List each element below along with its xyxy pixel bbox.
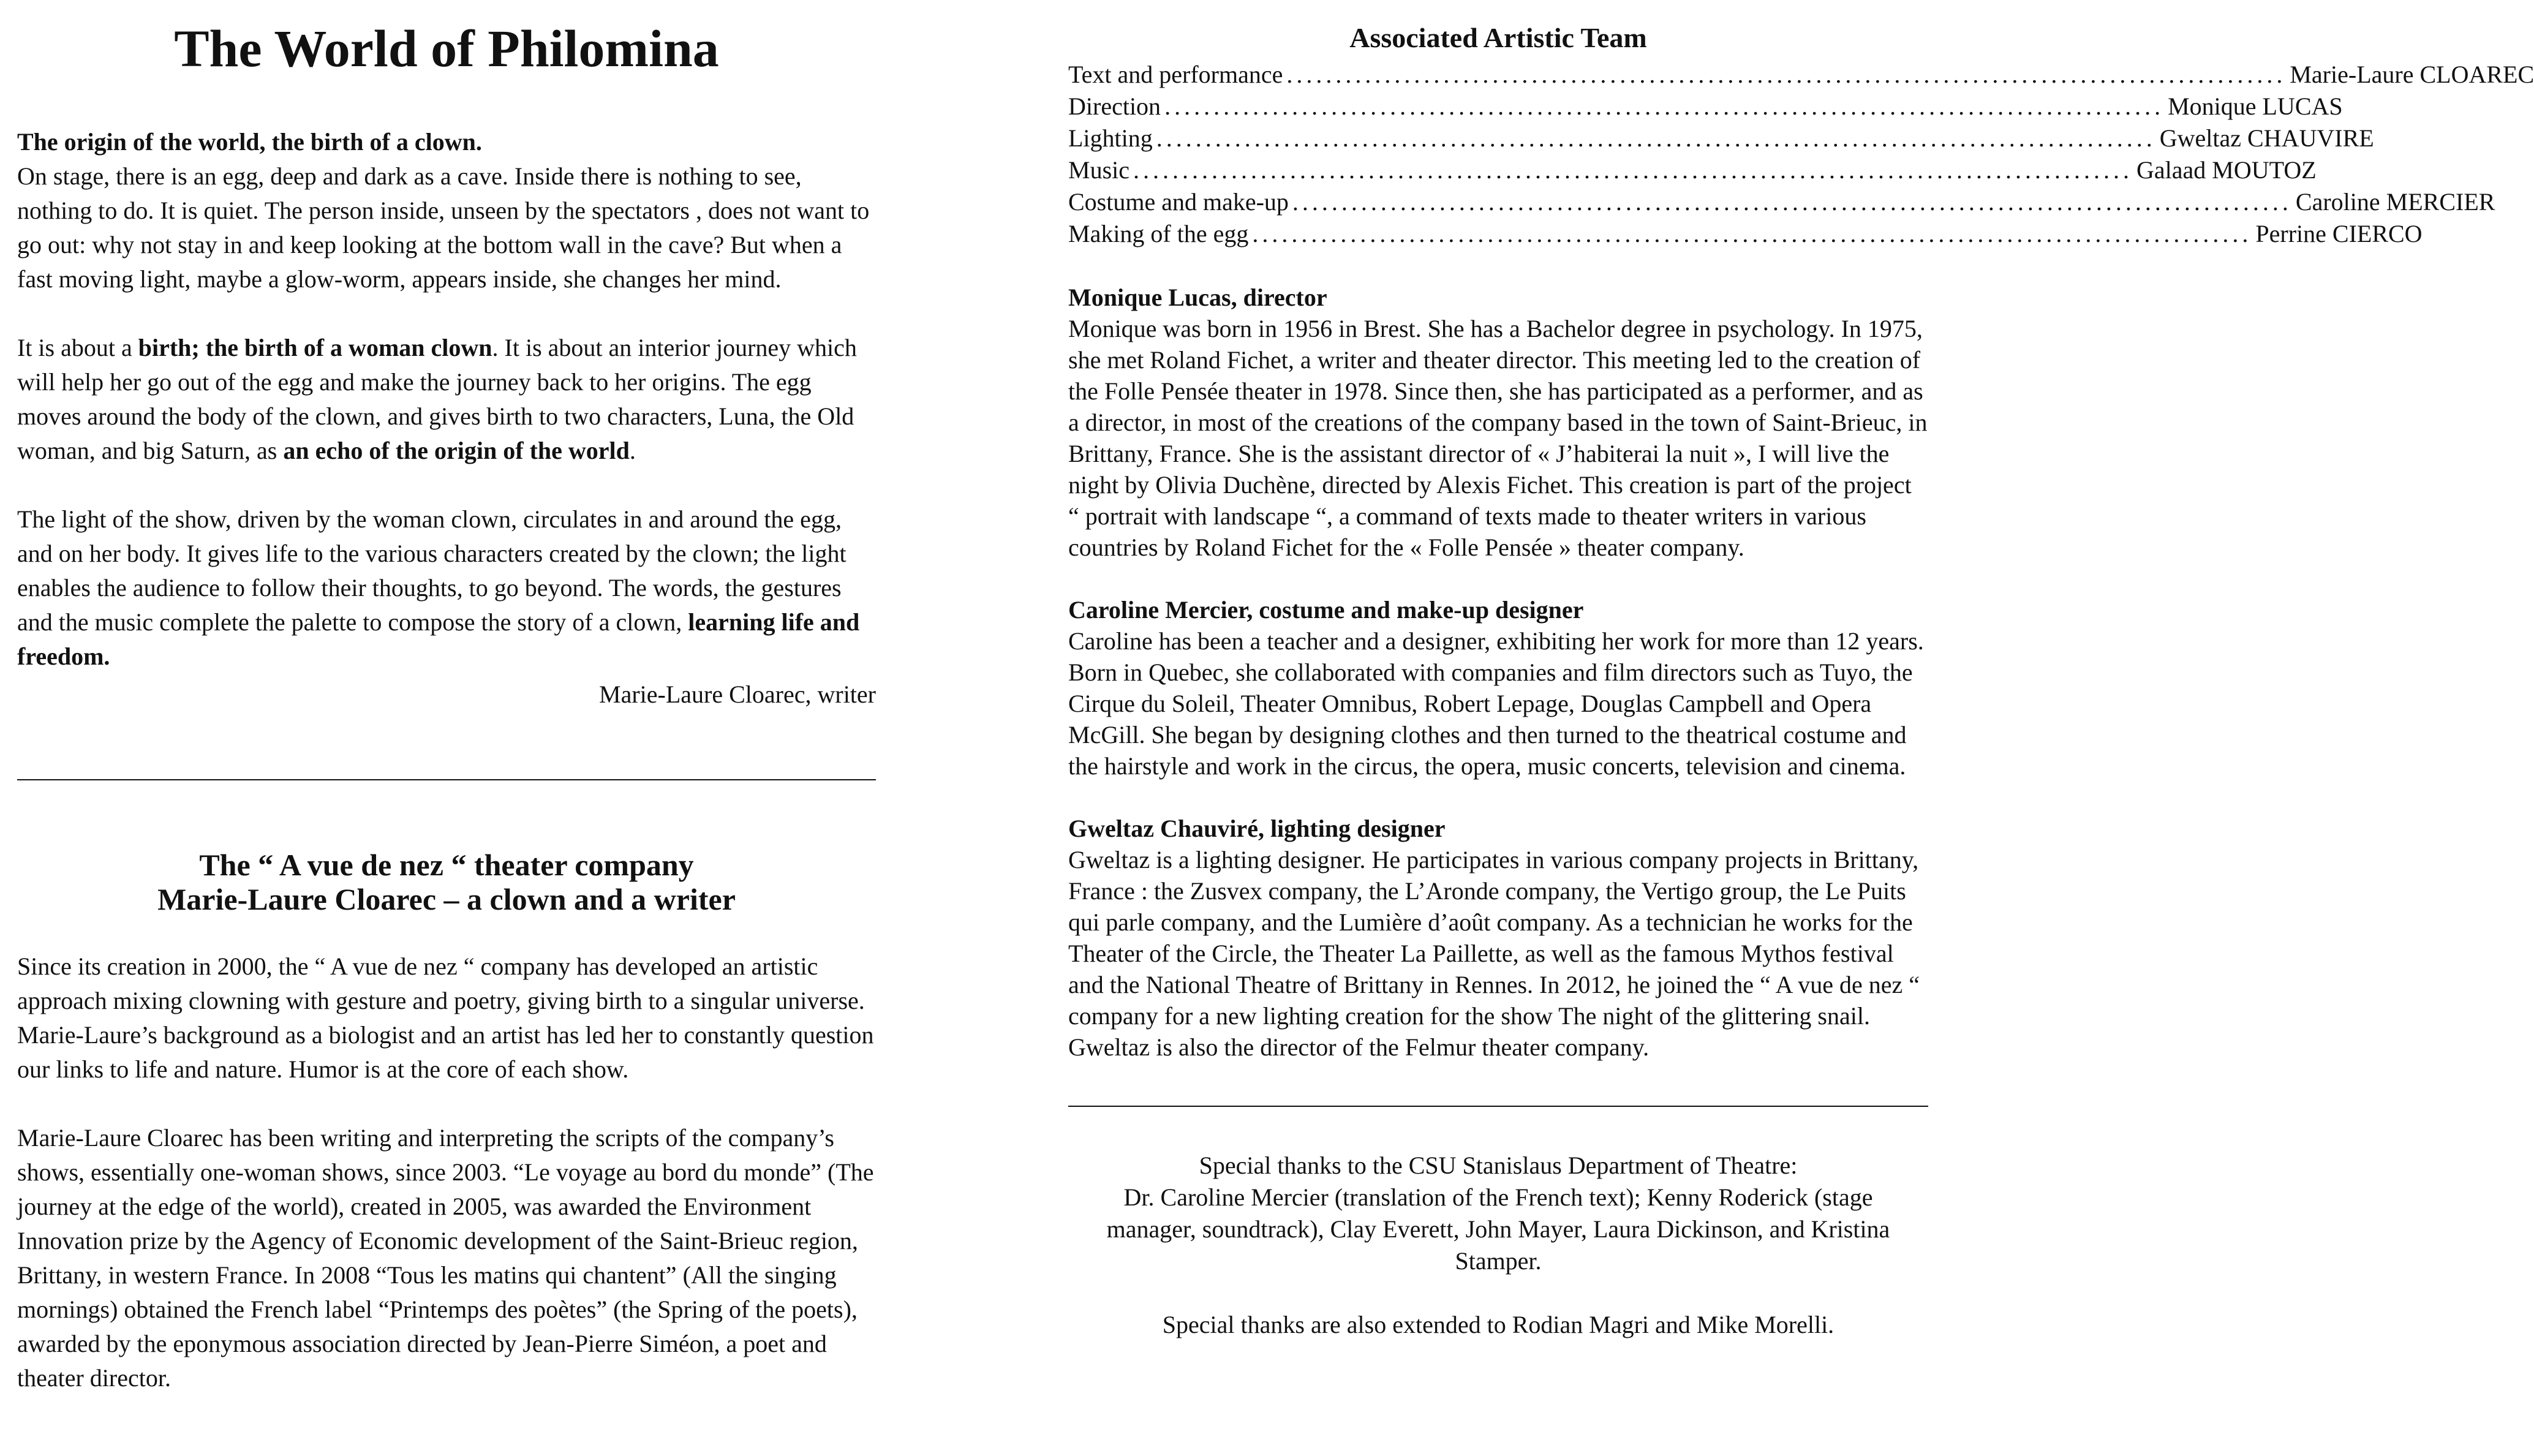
thanks-extended: Special thanks are also extended to Rodian Magri and Mike Morelli. xyxy=(1162,1311,1835,1338)
bio-caroline-text: Caroline has been a teacher and a designer, exhibiting her work for more than 12 years. Born in Quebec, she collaborated with companies and film directors such as Tuyo, the Cirque du Soleil, Theater Omnibus, Robert Lepage, Douglas Campbell and Opera McGill. She began by designing clothes and then turned to the theatrical costume and the hairstyle and work in the circus, the opera, music concerts, television and cinema. xyxy=(1068,627,1924,780)
credit-name: Monique LUCAS xyxy=(2168,92,2343,120)
credit-role: Text and performance xyxy=(1068,61,1283,88)
thanks-heading: Special thanks to the CSU Stanislaus Department of Theatre: xyxy=(1199,1152,1798,1179)
dot-leader: ...................................................................................................... xyxy=(1133,156,2133,184)
credit-role: Lighting xyxy=(1068,124,1153,152)
company-paragraph-1: Since its creation in 2000, the “ A vue de nez “ company has developed an artistic approach mixing clowning with gesture and poetry, giving birth to a singular universe. Marie-Laure’s background as a biologist and an artist has led her to constantly question our links to life and nature. Humor is at the core of each show. xyxy=(17,952,874,1083)
dot-leader: ...................................................................................................... xyxy=(1292,188,2292,216)
company-title: The “ A vue de nez “ theater company xyxy=(199,848,694,882)
credit-role: Direction xyxy=(1068,92,1161,120)
intro-paragraph xyxy=(17,125,876,296)
birth-text-b: . It is about an interior journey which will help her go out of the egg and make the journey back to her origins. The egg moves around the body of the clown, and gives birth to two characters, Luna, the Old woman, and big Saturn, as xyxy=(17,334,857,464)
company-paragraph-2: Marie-Laure Cloarec has been writing and interpreting the scripts of the company’s shows, essentially one-woman shows, since 2003. “Le voyage au bord du monde” (The journey at the edge of the world), created in 2005, was awarded the Environment Innovation prize by the Agency of Economic development of the Saint-Brieuc region, Brittany, in western France. In 2008 “Tous les matins qui chantent” (All the singing mornings) obtained the French label “Printemps des poètes” (the Spring of the poets), awarded by the eponymous association directed by Jean-Pierre Siméon, a poet and theater director. xyxy=(17,1124,874,1392)
thanks-block xyxy=(1068,1150,1928,1341)
birth-text-a: It is about a xyxy=(17,334,138,361)
dot-leader: ...................................................................................................... xyxy=(1164,92,2165,120)
bio-caroline xyxy=(1068,594,1928,782)
bio-gweltaz-text: Gweltaz is a lighting designer. He participates in various company projects in Brittany, France : the Zusvex company, the L’Aronde company, the Vertigo group, the Le Puits qui parle company, and the Lumière d’août company. As a technician he works for the Theater of the Circle, the Theater La Paillette, as well as the famous Mythos festival and the National Theatre of Brittany in Rennes. In 2012, he joined the “ A vue de nez “ company for a new lighting creation for the show The night of the glittering snail. Gweltaz is also the director of the Felmur theater company. xyxy=(1068,846,1920,1061)
bio-monique-text: Monique was born in 1956 in Brest. She has a Bachelor degree in psychology. In 1975, she met Roland Fichet, a writer and theater director. This meeting led to the creation of the Folle Pensée theater in 1978. Since then, she has participated as a performer, and as a director, in most of the creations of the company based in the town of Saint-Brieuc, in Brittany, France. She is the assistant director of « J’habiterai la nuit », I will live the night by Olivia Duchène, directed by Alexis Fichet. This creation is part of the project “ portrait with landscape “, a command of texts made to theater writers in various countries by Roland Fichet for the « Folle Pensée » theater company. xyxy=(1068,315,1928,561)
birth-emphasis-1: birth; the birth of a woman clown xyxy=(138,334,492,361)
credit-name: Caroline MERCIER xyxy=(2295,188,2495,216)
light-emphasis: learning life and freedom. xyxy=(17,608,860,670)
credit-row xyxy=(1068,218,2423,250)
birth-text-c: . xyxy=(629,437,636,464)
bio-caroline-name: Caroline Mercier, costume and make-up designer xyxy=(1068,596,1584,624)
company-heading xyxy=(17,848,876,916)
credit-name: Perrine CIERCO xyxy=(2255,220,2423,247)
bio-gweltaz xyxy=(1068,813,1928,1063)
credit-row xyxy=(1068,59,2534,91)
light-text: The light of the show, driven by the woman clown, circulates in and around the egg, and on her body. It gives life to the various characters created by the clown; the light enables the audience to follow their thoughts, to go beyond. The words, the gestures and the music complete the palette to compose the story of a clown, xyxy=(17,505,847,636)
thanks-names: Dr. Caroline Mercier (translation of the French text); Kenny Roderick (stage manager, soundtrack), Clay Everett, John Mayer, Laura Dickinson, and Kristina Stamper. xyxy=(1106,1183,1890,1275)
right-column xyxy=(1068,0,2534,1341)
divider-right xyxy=(1068,1106,1928,1107)
credit-name: Gweltaz CHAUVIRE xyxy=(2159,124,2374,152)
birth-emphasis-2: an echo of the origin of the world xyxy=(283,437,630,464)
credit-role: Music xyxy=(1068,156,1129,184)
dot-leader: ...................................................................................................... xyxy=(1252,220,2252,247)
credit-row xyxy=(1068,91,2343,123)
bio-gweltaz-name: Gweltaz Chauviré, lighting designer xyxy=(1068,815,1446,842)
divider-left xyxy=(17,779,876,780)
bio-monique-name: Monique Lucas, director xyxy=(1068,284,1327,311)
light-paragraph xyxy=(17,502,876,674)
intro-lead: The origin of the world, the birth of a clown. xyxy=(17,128,482,156)
writer-signature: Marie-Laure Cloarec, writer xyxy=(599,681,876,708)
credit-name: Marie-Laure CLOAREC xyxy=(2290,61,2534,88)
credit-name: Galaad MOUTOZ xyxy=(2136,156,2317,184)
credit-row xyxy=(1068,186,2495,218)
credit-row xyxy=(1068,123,2374,154)
credits-list xyxy=(1068,59,2534,250)
birth-paragraph xyxy=(17,331,876,468)
bio-monique xyxy=(1068,282,1928,563)
intro-text: On stage, there is an egg, deep and dark as a cave. Inside there is nothing to see, nothing to do. It is quiet. The person inside, unseen by the spectators , does not want to go out: why not stay in and keep looking at the bottom wall in the cave? But when a fast moving light, maybe a glow-worm, appears inside, she changes her mind. xyxy=(17,162,870,293)
team-title: Associated Artistic Team xyxy=(1349,22,1647,53)
page-title: The World of Philomina xyxy=(174,19,719,78)
company-subtitle: Marie-Laure Cloarec – a clown and a writer xyxy=(157,882,736,916)
credit-row xyxy=(1068,154,2317,186)
credit-role: Costume and make-up xyxy=(1068,188,1289,216)
credit-role: Making of the egg xyxy=(1068,220,1249,247)
dot-leader: ...................................................................................................... xyxy=(1286,61,2287,88)
dot-leader: ...................................................................................................... xyxy=(1156,124,2156,152)
left-column xyxy=(17,0,876,1395)
